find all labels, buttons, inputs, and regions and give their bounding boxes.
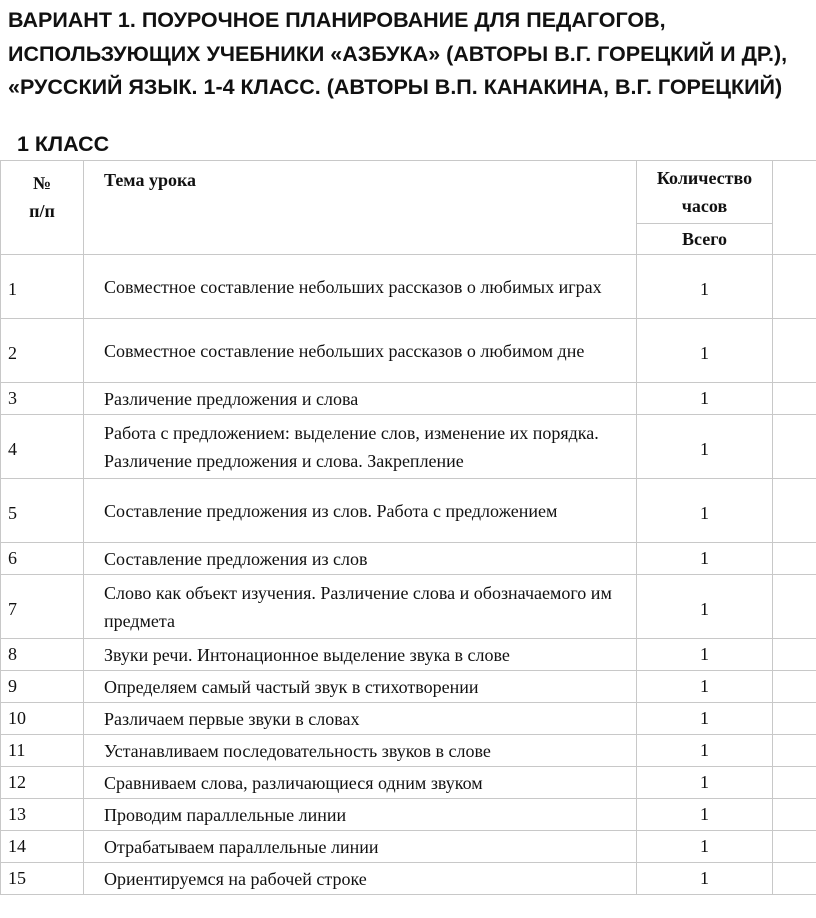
row-topic: Совместное составление небольших рассказов о любимом дне [84,319,637,383]
header-total: Всего [637,224,773,255]
table-row [1,799,816,831]
row-number: 11 [1,735,84,767]
table-row [1,703,816,735]
row-empty [773,863,816,895]
row-hours: 1 [637,863,773,895]
row-topic: Составление предложения из слов. Работа с предложением [84,479,637,543]
row-empty [773,799,816,831]
row-empty [773,255,816,319]
row-hours: 1 [637,575,773,639]
row-hours: 1 [637,255,773,319]
header-number-abbr: п/п [29,201,55,221]
table-row [1,863,816,895]
table-row [1,543,816,575]
row-empty [773,479,816,543]
row-empty [773,383,816,415]
row-empty [773,767,816,799]
row-hours: 1 [637,639,773,671]
row-hours: 1 [637,383,773,415]
row-hours: 1 [637,671,773,703]
row-topic: Проводим параллельные линии [84,799,637,831]
row-number: 9 [1,671,84,703]
row-topic: Сравниваем слова, различающиеся одним звуком [84,767,637,799]
row-hours: 1 [637,479,773,543]
row-hours: 1 [637,799,773,831]
row-number: 4 [1,415,84,479]
row-empty [773,735,816,767]
header-hours: Количество часов [637,161,773,224]
header-empty [773,161,816,255]
row-hours: 1 [637,767,773,799]
table-row [1,255,816,319]
class-subtitle: 1 КЛАСС [17,132,110,156]
row-number: 6 [1,543,84,575]
table-row [1,479,816,543]
row-number: 5 [1,479,84,543]
row-topic: Звуки речи. Интонационное выделение звука в слове [84,639,637,671]
table-row [1,319,816,383]
row-topic: Составление предложения из слов [84,543,637,575]
row-hours: 1 [637,735,773,767]
row-empty [773,319,816,383]
row-hours: 1 [637,415,773,479]
table-row [1,575,816,639]
row-empty [773,543,816,575]
row-topic: Различение предложения и слова [84,383,637,415]
row-topic: Работа с предложением: выделение слов, изменение их порядка. Различение предложения и слова. Закрепление [84,415,637,479]
table-row [1,831,816,863]
header-number-symbol: № [32,173,52,193]
row-number: 2 [1,319,84,383]
document-title: ВАРИАНТ 1. ПОУРОЧНОЕ ПЛАНИРОВАНИЕ ДЛЯ ПЕДАГОГОВ, ИСПОЛЬЗУЮЩИХ УЧЕБНИКИ «АЗБУКА» (АВТОРЫ В.Г. ГОРЕЦКИЙ И ДР.), «РУССКИЙ ЯЗЫК. 1-4 КЛАСС. (АВТОРЫ В.П. КАНАКИНА, В.Г. ГОРЕЦКИЙ) [8,8,788,99]
row-empty [773,575,816,639]
row-number: 1 [1,255,84,319]
row-hours: 1 [637,831,773,863]
table-row [1,415,816,479]
row-number: 15 [1,863,84,895]
row-topic: Устанавливаем последовательность звуков в слове [84,735,637,767]
table-row [1,671,816,703]
row-topic: Слово как объект изучения. Различение слова и обозначаемого им предмета [84,575,637,639]
header-number [1,161,84,255]
table-header [1,161,816,255]
row-empty [773,703,816,735]
row-number: 3 [1,383,84,415]
row-empty [773,639,816,671]
header-topic: Тема урока [84,161,637,255]
row-number: 13 [1,799,84,831]
row-hours: 1 [637,703,773,735]
row-empty [773,831,816,863]
row-topic: Ориентируемся на рабочей строке [84,863,637,895]
row-topic: Совместное составление небольших рассказов о любимых играх [84,255,637,319]
table-row [1,735,816,767]
row-topic: Отрабатываем параллельные линии [84,831,637,863]
table-row [1,639,816,671]
row-number: 7 [1,575,84,639]
row-hours: 1 [637,543,773,575]
row-empty [773,671,816,703]
row-number: 10 [1,703,84,735]
row-empty [773,415,816,479]
lesson-plan-table [0,160,816,895]
row-topic: Определяем самый частый звук в стихотворении [84,671,637,703]
row-number: 8 [1,639,84,671]
row-number: 12 [1,767,84,799]
table-row [1,383,816,415]
row-number: 14 [1,831,84,863]
row-hours: 1 [637,319,773,383]
table-row [1,767,816,799]
row-topic: Различаем первые звуки в словах [84,703,637,735]
